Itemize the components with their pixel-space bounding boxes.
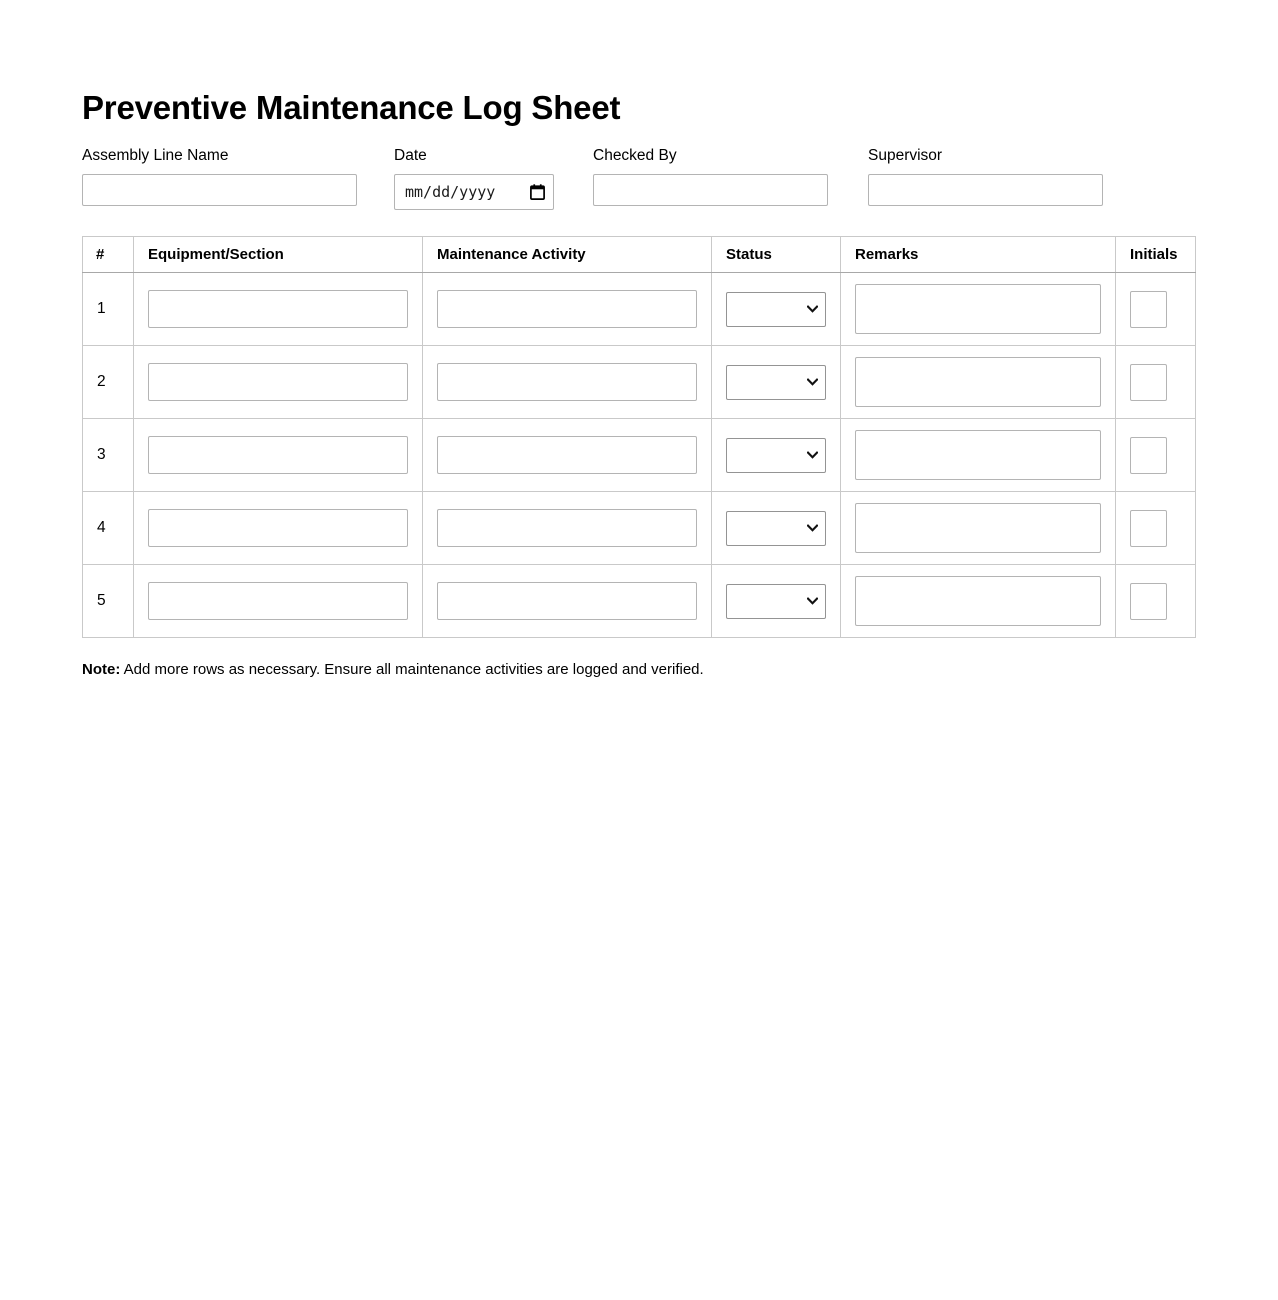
initials-input[interactable] (1130, 583, 1167, 620)
equipment-cell (134, 346, 423, 419)
activity-cell (423, 492, 712, 565)
calendar-icon[interactable] (530, 184, 545, 200)
equipment-input[interactable] (148, 290, 408, 328)
status-select[interactable] (726, 584, 826, 619)
date-field-group (394, 146, 554, 210)
status-cell (712, 273, 841, 346)
meta-fields-row (82, 146, 1278, 210)
date-input[interactable] (394, 174, 554, 210)
maintenance-log-table (82, 236, 1196, 638)
initials-cell (1116, 492, 1196, 565)
checked-by-field-group (593, 146, 828, 206)
checked-by-label: Checked By (593, 147, 677, 165)
col-header-activity: Maintenance Activity (423, 237, 712, 273)
row-number: 3 (83, 419, 134, 492)
initials-input[interactable] (1130, 364, 1167, 401)
activity-input[interactable] (437, 363, 697, 401)
date-label: Date (394, 147, 427, 165)
table-row (83, 346, 1196, 419)
equipment-cell (134, 565, 423, 638)
table-body (83, 273, 1196, 638)
supervisor-label: Supervisor (868, 147, 943, 165)
row-number: 4 (83, 492, 134, 565)
table-row (83, 273, 1196, 346)
status-select[interactable] (726, 365, 826, 400)
supervisor-field-group (868, 146, 1103, 206)
equipment-cell (134, 419, 423, 492)
remarks-input[interactable] (855, 503, 1101, 553)
initials-input[interactable] (1130, 437, 1167, 474)
activity-cell (423, 419, 712, 492)
chevron-down-icon[interactable] (807, 451, 818, 459)
table-row (83, 419, 1196, 492)
remarks-cell (841, 492, 1116, 565)
row-number: 2 (83, 346, 134, 419)
remarks-cell (841, 565, 1116, 638)
status-cell (712, 492, 841, 565)
col-header-initials: Initials (1116, 237, 1196, 273)
col-header-status: Status (712, 237, 841, 273)
table-header (83, 237, 1196, 273)
checked-by-input[interactable] (593, 174, 828, 206)
remarks-cell (841, 346, 1116, 419)
chevron-down-icon[interactable] (807, 597, 818, 605)
activity-cell (423, 565, 712, 638)
activity-input[interactable] (437, 290, 697, 328)
chevron-down-icon[interactable] (807, 524, 818, 532)
equipment-input[interactable] (148, 436, 408, 474)
initials-cell (1116, 346, 1196, 419)
equipment-cell (134, 492, 423, 565)
remarks-input[interactable] (855, 576, 1101, 626)
remarks-cell (841, 273, 1116, 346)
activity-input[interactable] (437, 582, 697, 620)
table-row (83, 565, 1196, 638)
equipment-input[interactable] (148, 582, 408, 620)
status-cell (712, 565, 841, 638)
note-text (82, 660, 1278, 680)
initials-cell (1116, 419, 1196, 492)
date-placeholder-text: mm/dd/yyyy (405, 183, 496, 202)
chevron-down-icon[interactable] (807, 378, 818, 386)
status-select[interactable] (726, 438, 826, 473)
status-select[interactable] (726, 292, 826, 327)
remarks-input[interactable] (855, 284, 1101, 334)
equipment-input[interactable] (148, 509, 408, 547)
assembly-line-label: Assembly Line Name (82, 147, 229, 165)
row-number: 5 (83, 565, 134, 638)
equipment-input[interactable] (148, 363, 408, 401)
assembly-line-input[interactable] (82, 174, 357, 206)
remarks-input[interactable] (855, 357, 1101, 407)
supervisor-input[interactable] (868, 174, 1103, 206)
chevron-down-icon[interactable] (807, 305, 818, 313)
page-title: Preventive Maintenance Log Sheet (82, 89, 621, 126)
status-cell (712, 419, 841, 492)
row-number: 1 (83, 273, 134, 346)
activity-input[interactable] (437, 436, 697, 474)
initials-input[interactable] (1130, 291, 1167, 328)
assembly-line-field-group (82, 146, 357, 206)
col-header-remarks: Remarks (841, 237, 1116, 273)
activity-cell (423, 273, 712, 346)
note-body: Add more rows as necessary. Ensure all maintenance activities are logged and verified. (123, 661, 704, 679)
activity-input[interactable] (437, 509, 697, 547)
remarks-cell (841, 419, 1116, 492)
col-header-number: # (83, 237, 134, 273)
status-select[interactable] (726, 511, 826, 546)
initials-input[interactable] (1130, 510, 1167, 547)
status-cell (712, 346, 841, 419)
initials-cell (1116, 565, 1196, 638)
remarks-input[interactable] (855, 430, 1101, 480)
activity-cell (423, 346, 712, 419)
table-row (83, 492, 1196, 565)
initials-cell (1116, 273, 1196, 346)
equipment-cell (134, 273, 423, 346)
col-header-equipment: Equipment/Section (134, 237, 423, 273)
note-prefix: Note: (82, 661, 121, 679)
table-header-row (83, 237, 1196, 273)
